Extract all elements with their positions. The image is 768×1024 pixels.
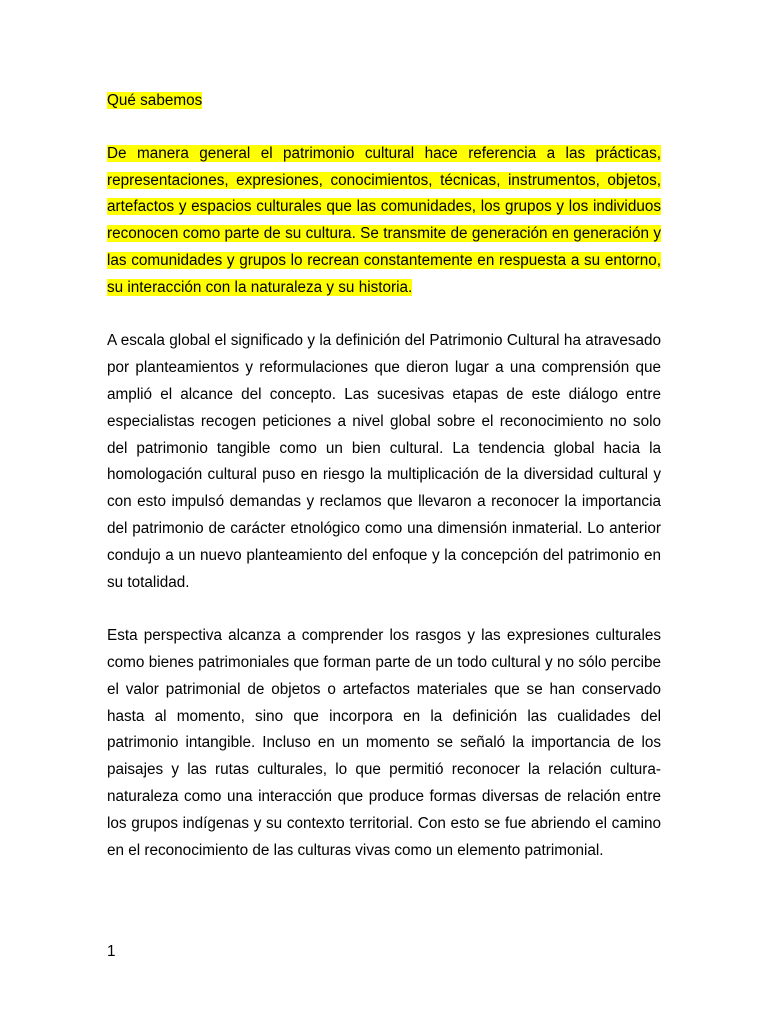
section-heading: [107, 88, 661, 115]
paragraph-1-text: De manera general el patrimonio cultural hace referencia a las prácticas, representaciones, expresiones, conocimientos, técnicas, instrumentos, objetos, artefactos y espacios culturales que las comunidades, los grupos y los individuos reconocen como parte de su cultura. Se transmite de generación en generación y las comunidades y grupos lo recrean constantemente en respuesta a su entorno, su interacción con la naturaleza y su historia.: [107, 144, 661, 296]
paragraph-3: Esta perspectiva alcanza a comprender los rasgos y las expresiones culturales como bienes patrimoniales que forman parte de un todo cultural y no sólo percibe el valor patrimonial de objetos o artefactos materiales que se han conservado hasta al momento, sino que incorpora en la definición las cualidades del patrimonio intangible. Incluso en un momento se señaló la importancia de los paisajes y las rutas culturales, lo que permitió reconocer la relación cultura-naturaleza como una interacción que produce formas diversas de relación entre los grupos indígenas y su contexto territorial. Con esto se fue abriendo el camino en el reconocimiento de las culturas vivas como un elemento patrimonial.: [107, 627, 661, 859]
document-body: [107, 88, 661, 891]
paragraph-2: A escala global el significado y la definición del Patrimonio Cultural ha atravesado por planteamientos y reformulaciones que dieron lugar a una comprensión que amplió el alcance del concepto. Las sucesivas etapas de este diálogo entre especialistas recogen peticiones a nivel global sobre el reconocimiento no solo del patrimonio tangible como un bien cultural. La tendencia global hacia la homologación cultural puso en riesgo la multiplicación de la diversidad cultural y con esto impulsó demandas y reclamos que llevaron a reconocer la importancia del patrimonio de carácter etnológico como una dimensión inmaterial. Lo anterior condujo a un nuevo planteamiento del enfoque y la concepción del patrimonio en su totalidad.: [107, 332, 661, 591]
paragraph-1: [107, 141, 661, 302]
page-number: 1: [107, 943, 116, 960]
section-heading-text: Qué sabemos: [107, 92, 203, 109]
